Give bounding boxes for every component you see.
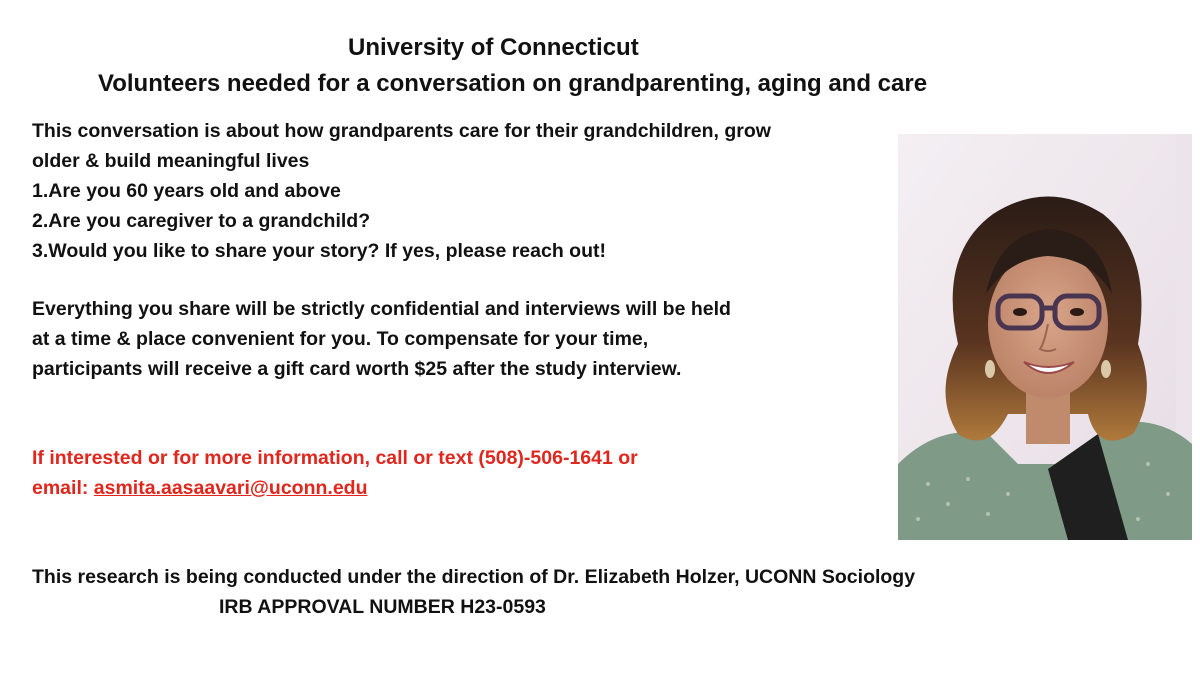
intro-line-1: This conversation is about how grandparents care for their grandchildren, grow [32, 120, 771, 142]
flyer-subtitle: Volunteers needed for a conversation on grandparenting, aging and care [98, 70, 928, 97]
question-item [32, 206, 370, 236]
email-label: email: [32, 477, 94, 499]
question-item [32, 176, 341, 206]
question-item [32, 236, 606, 266]
question-number: 3. [32, 240, 49, 262]
question-text: Are you 60 years old and above [48, 180, 341, 202]
irb-approval-number: IRB APPROVAL NUMBER H23-0593 [219, 596, 546, 618]
question-number: 1. [32, 180, 49, 202]
research-direction-note: This research is being conducted under the direction of Dr. Elizabeth Holzer, UCONN Sociology [32, 566, 916, 588]
contact-phone-line: If interested or for more information, call or text (508)-506-1641 or [32, 447, 638, 469]
confidentiality-line-2: at a time & place convenient for you. To compensate for your time, [32, 328, 649, 350]
intro-paragraph [32, 116, 771, 176]
question-number: 2. [32, 210, 49, 232]
confidentiality-line-3: participants will receive a gift card worth $25 after the study interview. [32, 358, 682, 380]
email-link[interactable]: asmita.aasaavari@uconn.edu [93, 477, 368, 499]
question-text: Would you like to share your story? If yes, please reach out! [48, 240, 606, 262]
confidentiality-paragraph [32, 294, 731, 384]
researcher-portrait-icon [898, 134, 1192, 540]
intro-line-2: older & build meaningful lives [32, 150, 310, 172]
question-text: Are you caregiver to a grandchild? [48, 210, 371, 232]
confidentiality-line-1: Everything you share will be strictly confidential and interviews will be held [32, 298, 731, 320]
flyer-title: University of Connecticut [348, 34, 639, 61]
contact-info [32, 443, 638, 503]
contact-email-line [32, 473, 638, 503]
